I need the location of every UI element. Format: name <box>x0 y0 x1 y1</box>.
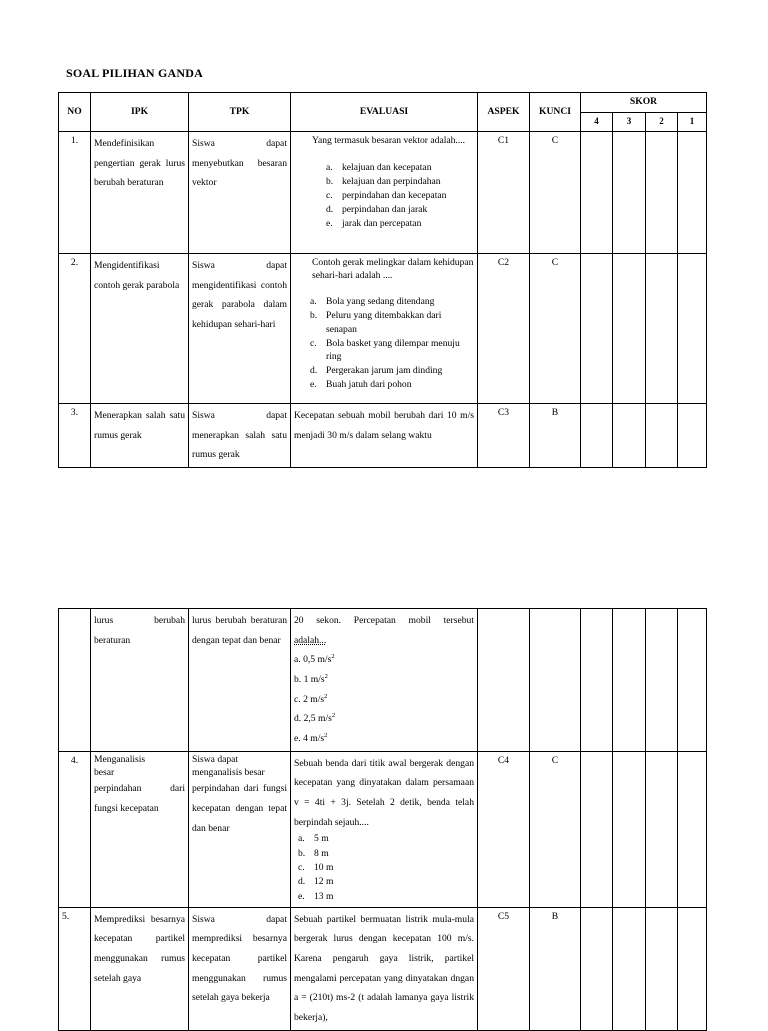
row-number <box>59 609 91 752</box>
header-skor-3: 3 <box>613 113 646 132</box>
skor-cell <box>678 751 707 907</box>
list-item: c. 10 m <box>298 862 334 873</box>
list-item: d. perpindahan dan jarak <box>326 204 428 216</box>
evaluasi-cell <box>291 609 478 752</box>
skor-cell <box>581 131 613 253</box>
table-row <box>59 609 707 752</box>
list-item: b. kelajuan dan perpindahan <box>326 176 441 188</box>
list-item: a. 0,5 $m/s^2$ <box>294 653 335 666</box>
table-row <box>59 253 707 403</box>
skor-cell <box>613 609 646 752</box>
skor-cell <box>581 253 613 403</box>
ipk-cell: Mendefinisikan pengertian gerak lurus berubah beraturan <box>91 131 189 253</box>
skor-cell <box>678 253 707 403</box>
header-skor: SKOR <box>581 93 707 113</box>
kunci-cell: B <box>530 403 581 467</box>
skor-cell <box>613 907 646 1030</box>
aspek-cell: C5 <box>478 907 530 1030</box>
question-text: Yang termasuk besaran vektor adalah.... <box>312 134 466 146</box>
skor-cell <box>678 907 707 1030</box>
skor-cell <box>646 131 678 253</box>
header-tpk: TPK <box>189 93 291 132</box>
table-row <box>59 131 707 253</box>
tpk-cell: Siswa dapat mengidentifikasi contoh gerak parabola dalam kehidupan sehari-hari <box>189 253 291 403</box>
skor-cell <box>646 751 678 907</box>
row-number: 2. <box>59 253 91 403</box>
list-item: a. 5 m <box>298 833 329 845</box>
header-skor-1: 1 <box>678 113 707 132</box>
aspek-cell: C3 <box>478 403 530 467</box>
skor-cell <box>678 131 707 253</box>
skor-cell <box>613 131 646 253</box>
row-number: 3. <box>59 403 91 467</box>
skor-cell <box>646 609 678 752</box>
list-item: b. 8 m <box>298 847 329 859</box>
ipk-cell: Mengidentifikasi contoh gerak parabola <box>91 253 189 403</box>
ipk-cell: lurus berubah beraturan <box>91 609 189 752</box>
list-item: a. Bola yang sedang ditendang <box>310 295 435 307</box>
skor-cell <box>678 609 707 752</box>
tpk-cell: Siswa dapat menerapkan salah satu rumus gerak <box>189 403 291 467</box>
skor-cell <box>581 907 613 1030</box>
skor-cell <box>613 751 646 907</box>
list-item: e. 4 $m/s^2$ <box>294 731 328 744</box>
header-kunci: KUNCI <box>530 93 581 132</box>
row-number: 5. <box>59 907 91 1030</box>
evaluasi-cell: Sebuah partikel bermuatan listrik mula-mula bergerak lurus dengan kecepatan 100 m/s. Karena pengaruh gaya listrik, partikel mengalami percepatan yang dinyatakan dngan a = (210t) ms-2 (t adalah lamanya gaya listrik bekerja), <box>291 907 478 1030</box>
kunci-cell: C <box>530 131 581 253</box>
list-item: c. Bola basket yang dilempar menuju ring <box>310 337 460 363</box>
kunci-cell: B <box>530 907 581 1030</box>
kunci-cell: C <box>530 253 581 403</box>
table-row <box>59 751 707 907</box>
evaluasi-cell: Kecepatan sebuah mobil berubah dari 10 m/s menjadi 30 m/s dalam selang waktu <box>291 403 478 467</box>
page-title: SOAL PILIHAN GANDA <box>66 66 203 80</box>
evaluasi-cell <box>291 253 478 403</box>
header-ipk: IPK <box>91 93 189 132</box>
skor-cell <box>613 253 646 403</box>
header-skor-4: 4 <box>581 113 613 132</box>
skor-cell <box>581 751 613 907</box>
question-text: Sebuah benda dari titik awal bergerak dengan kecepatan yang dinyatakan dalam persamaan v = 4ti + 3j. Setelah 2 detik, benda telah berpindah sejauh.... <box>294 757 474 828</box>
tpk-cell: Siswa dapat memprediksi besarnya kecepatan partikel menggunakan rumus setelah gaya bekerja <box>189 907 291 1030</box>
question-text-end: adalah... <box>294 634 327 646</box>
question-text: 20 sekon. Percepatan mobil tersebut <box>294 615 474 626</box>
list-item: b. Peluru yang ditembakkan dari senapan <box>310 309 442 335</box>
aspek-cell: C4 <box>478 751 530 907</box>
skor-cell <box>613 403 646 467</box>
aspek-cell: C2 <box>478 253 530 403</box>
questions-table-page2 <box>58 608 707 1031</box>
row-number: 1. <box>59 131 91 253</box>
options-list <box>294 295 474 392</box>
tpk-cell: Siswa dapat menganalisis besar perpindahan dari fungsi kecepatan dengan tepat dan benar <box>189 751 291 907</box>
list-item: c. 2 $m/s^2$ <box>294 692 328 705</box>
aspek-cell <box>478 609 530 752</box>
skor-cell <box>581 403 613 467</box>
header-aspek: ASPEK <box>478 93 530 132</box>
skor-cell <box>581 609 613 752</box>
question-text: Contoh gerak melingkar dalam kehidupan sehari-hari adalah .... <box>312 256 474 282</box>
list-item: e. Buah jatuh dari pohon <box>310 379 412 391</box>
ipk-cell: Menganalisis besar perpindahan dari fungsi kecepatan <box>91 751 189 907</box>
header-no: NO <box>59 93 91 132</box>
skor-cell <box>646 253 678 403</box>
evaluasi-cell <box>291 131 478 253</box>
aspek-cell: C1 <box>478 131 530 253</box>
tpk-cell: Siswa dapat menyebutkan besaran vektor <box>189 131 291 253</box>
skor-cell <box>646 907 678 1030</box>
list-item: e. jarak dan percepatan <box>326 217 422 229</box>
options-list <box>294 832 474 904</box>
kunci-cell: C <box>530 751 581 907</box>
ipk-cell: Memprediksi besarnya kecepatan partikel menggunakan rumus setelah gaya <box>91 907 189 1030</box>
tpk-cell: lurus berubah beraturan dengan tepat dan benar <box>189 609 291 752</box>
list-item: d. 2,5 $m/s^2$ <box>294 712 336 725</box>
table-row <box>59 403 707 467</box>
options-list <box>294 161 474 231</box>
list-item: d. Pergerakan jarum jam dinding <box>310 365 443 377</box>
list-item: a. kelajuan dan kecepatan <box>326 162 432 174</box>
options-list <box>294 650 474 748</box>
ipk-cell: Menerapkan salah satu rumus gerak <box>91 403 189 467</box>
kunci-cell <box>530 609 581 752</box>
list-item: b. 1 $m/s^2$ <box>294 672 328 685</box>
list-item: d. 12 m <box>298 876 334 888</box>
skor-cell <box>646 403 678 467</box>
row-number: 4. <box>59 751 91 907</box>
list-item: c. perpindahan dan kecepatan <box>326 190 447 202</box>
skor-cell <box>678 403 707 467</box>
header-skor-2: 2 <box>646 113 678 132</box>
questions-table-page1 <box>58 92 707 468</box>
evaluasi-cell <box>291 751 478 907</box>
header-evaluasi: EVALUASI <box>291 93 478 132</box>
table-row <box>59 907 707 1030</box>
list-item: e. 13 m <box>298 890 334 902</box>
